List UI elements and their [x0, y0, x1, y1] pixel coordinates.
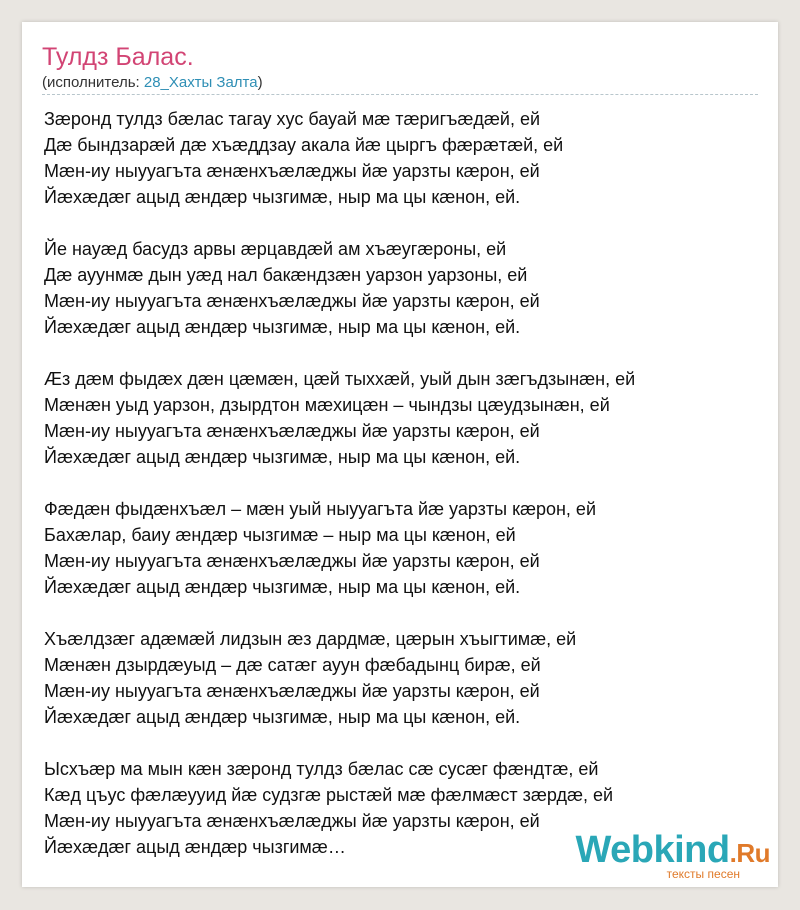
- lyrics-card: [22, 22, 778, 887]
- song-title: Тулдз Балас.: [42, 43, 194, 71]
- lyric-line: Йæхæдæг ацыд æндæр чызгимæ, ныр ма цы кæнон, ей.: [44, 447, 521, 467]
- lyric-line: Мæн-иу ныууагъта æнæнхъæлæджы йæ уарзты кæрон, ей: [44, 421, 540, 441]
- divider: [42, 94, 758, 95]
- stanza: [44, 626, 760, 730]
- artist-byline: [42, 73, 263, 93]
- lyric-line: Мæн-иу ныууагъта æнæнхъæлæджы йæ уарзты кæрон, ей: [44, 681, 540, 701]
- lyric-line: Æз дæм фыдæх дæн цæмæн, цæй тыххæй, уый дын зæгъдзынæн, ей: [44, 369, 636, 389]
- logo-tld: .Ru: [729, 838, 770, 868]
- lyric-line: Йæхæдæг ацыд æндæр чызгимæ, ныр ма цы кæнон, ей.: [44, 317, 521, 337]
- lyric-line: Мæн-иу ныууагъта æнæнхъæлæджы йæ уарзты кæрон, ей: [44, 161, 540, 181]
- lyrics-body: [44, 106, 760, 886]
- lyric-line: Хъæлдзæг адæмæй лидзын æз дардмæ, цæрын хъыгтимæ, ей: [44, 629, 577, 649]
- lyric-line: Йе науæд басудз арвы æрцавдæй ам хъæугæроны, ей: [44, 239, 507, 259]
- stanza: [44, 236, 760, 340]
- lyric-line: Йæхæдæг ацыд æндæр чызгимæ…: [44, 837, 346, 857]
- lyric-line: Бахæлар, баиу æндæр чызгимæ – ныр ма цы кæнон, ей: [44, 525, 516, 545]
- lyric-line: Мæн-иу ныууагъта æнæнхъæлæджы йæ уарзты кæрон, ей: [44, 811, 540, 831]
- lyric-line: Йæхæдæг ацыд æндæр чызгимæ, ныр ма цы кæнон, ей.: [44, 187, 521, 207]
- stanza: [44, 366, 760, 470]
- stanza: [44, 496, 760, 600]
- lyric-line: Дæ ауунмæ дын уæд нал бакæндзæн уарзон уарзоны, ей: [44, 265, 528, 285]
- lyric-line: Йæхæдæг ацыд æндæр чызгимæ, ныр ма цы кæнон, ей.: [44, 707, 521, 727]
- lyric-line: Кæд цъус фæлæууид йæ судзгæ рыстæй мæ фæлмæст зæрдæ, ей: [44, 785, 614, 805]
- lyric-line: Мæн-иу ныууагъта æнæнхъæлæджы йæ уарзты кæрон, ей: [44, 291, 540, 311]
- lyric-line: Мæнæн уыд уарзон, дзырдтон мæхицæн – чындзы цæудзынæн, ей: [44, 395, 610, 415]
- webkind-logo[interactable]: [575, 830, 770, 881]
- byline-prefix: (исполнитель:: [42, 74, 144, 91]
- logo-tagline: тексты песен: [666, 867, 740, 881]
- logo-name: Webkind: [575, 829, 730, 871]
- lyric-line: Мæн-иу ныууагъта æнæнхъæлæджы йæ уарзты кæрон, ей: [44, 551, 540, 571]
- artist-link[interactable]: 28_Хахты Залта: [143, 74, 258, 91]
- lyric-line: Зæронд тулдз бæлас тагау хус бауай мæ тæригъæдæй, ей: [44, 109, 541, 129]
- lyric-line: Ысхъæр ма мын кæн зæронд тулдз бæлас сæ сусæг фæндтæ, ей: [44, 759, 599, 779]
- lyric-line: Йæхæдæг ацыд æндæр чызгимæ, ныр ма цы кæнон, ей.: [44, 577, 521, 597]
- lyric-line: Мæнæн дзырдæуыд – дæ сатæг ауун фæбадынц бирæ, ей: [44, 655, 541, 675]
- lyric-line: Дæ бындзарæй дæ хъæддзау акала йæ цыргъ фæрæтæй, ей: [44, 135, 564, 155]
- stanza: [44, 106, 760, 210]
- byline-suffix: ): [257, 74, 263, 91]
- lyric-line: Фæдæн фыдæнхъæл – мæн уый ныууагъта йæ уарзты кæрон, ей: [44, 499, 596, 519]
